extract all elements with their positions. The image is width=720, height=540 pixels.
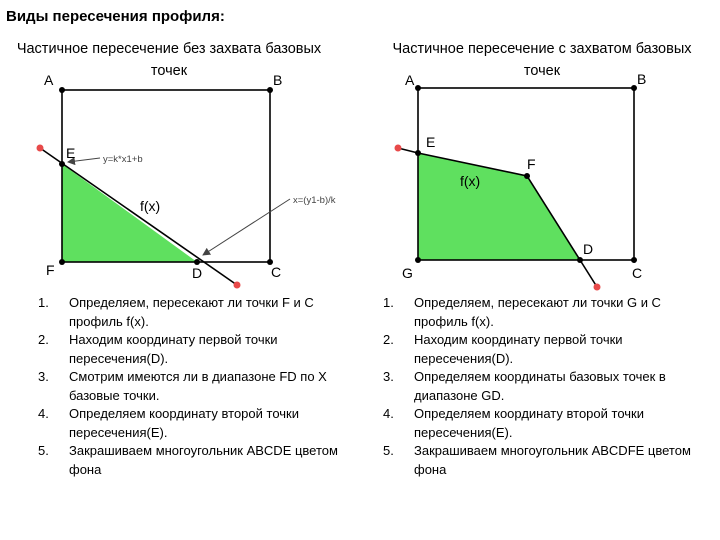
- right-point-c: [631, 257, 637, 263]
- left-arrow-eq2: [203, 199, 290, 255]
- list-item: 1. Определяем, пересекают ли точки F и C профиль f(x).: [38, 295, 314, 329]
- list-item: 2. Находим координату первой точки пересечения(D).: [38, 332, 278, 366]
- right-subtitle: Частичное пересечение с захватом базовых точек: [392, 41, 692, 79]
- left-subtitle: Частичное пересечение без захвата базовых точек: [16, 41, 322, 79]
- left-point-e: [59, 161, 65, 167]
- right-point-a: [415, 85, 421, 91]
- right-label-c: C: [632, 265, 643, 281]
- right-profile-start-point: [395, 145, 402, 152]
- right-profile-end-point: [594, 284, 601, 291]
- left-steps-list: [38, 294, 356, 479]
- right-steps-list: [383, 294, 713, 479]
- left-profile-end-point: [234, 282, 241, 289]
- list-item: 5. Закрашиваем многоугольник ABCDE цветом фона: [38, 443, 338, 477]
- list-item: 4. Определяем координату второй точки пересечения(E).: [383, 406, 644, 440]
- right-label-f: F: [527, 156, 536, 172]
- left-label-b: B: [273, 72, 283, 88]
- left-point-a: [59, 87, 65, 93]
- left-point-f: [59, 259, 65, 265]
- left-profile-start-point: [37, 145, 44, 152]
- right-label-b: B: [637, 71, 647, 87]
- left-label-c: C: [271, 264, 282, 280]
- list-item: 2. Находим координату первой точки пересечения(D).: [383, 332, 623, 366]
- left-label-f: F: [46, 262, 55, 278]
- right-point-e: [415, 150, 421, 156]
- right-point-d: [577, 257, 583, 263]
- left-label-d: D: [192, 265, 203, 281]
- list-item: 3. Определяем координаты базовых точек в диапазоне GD.: [383, 369, 666, 403]
- right-label-d: D: [583, 241, 594, 257]
- right-label-fx: f(x): [460, 173, 481, 189]
- page-title: Виды пересечения профиля:: [6, 8, 225, 25]
- right-point-f: [524, 173, 530, 179]
- left-label-e: E: [66, 145, 76, 161]
- list-item: 3. Смотрим имеются ли в диапазоне FD по X базовые точки.: [38, 369, 327, 403]
- right-filled-region: [418, 153, 580, 260]
- right-diagram: [395, 71, 647, 291]
- left-diagram: [37, 72, 336, 289]
- right-label-e: E: [426, 134, 436, 150]
- list-item: 1. Определяем, пересекают ли точки G и C профиль f(x).: [383, 295, 661, 329]
- right-label-a: A: [405, 72, 415, 88]
- right-point-g: [415, 257, 421, 263]
- left-annotation-eq1: y=k*x1+b: [103, 154, 143, 165]
- left-label-fx: f(x): [140, 198, 161, 214]
- list-item: 5. Закрашиваем многоугольник ABCDFE цветом фона: [383, 443, 691, 477]
- right-label-g: G: [402, 265, 413, 281]
- left-filled-region: [62, 164, 197, 262]
- left-annotation-eq2: x=(y1-b)/k: [293, 195, 336, 206]
- list-item: 4. Определяем координату второй точки пересечения(E).: [38, 406, 299, 440]
- left-label-a: A: [44, 72, 54, 88]
